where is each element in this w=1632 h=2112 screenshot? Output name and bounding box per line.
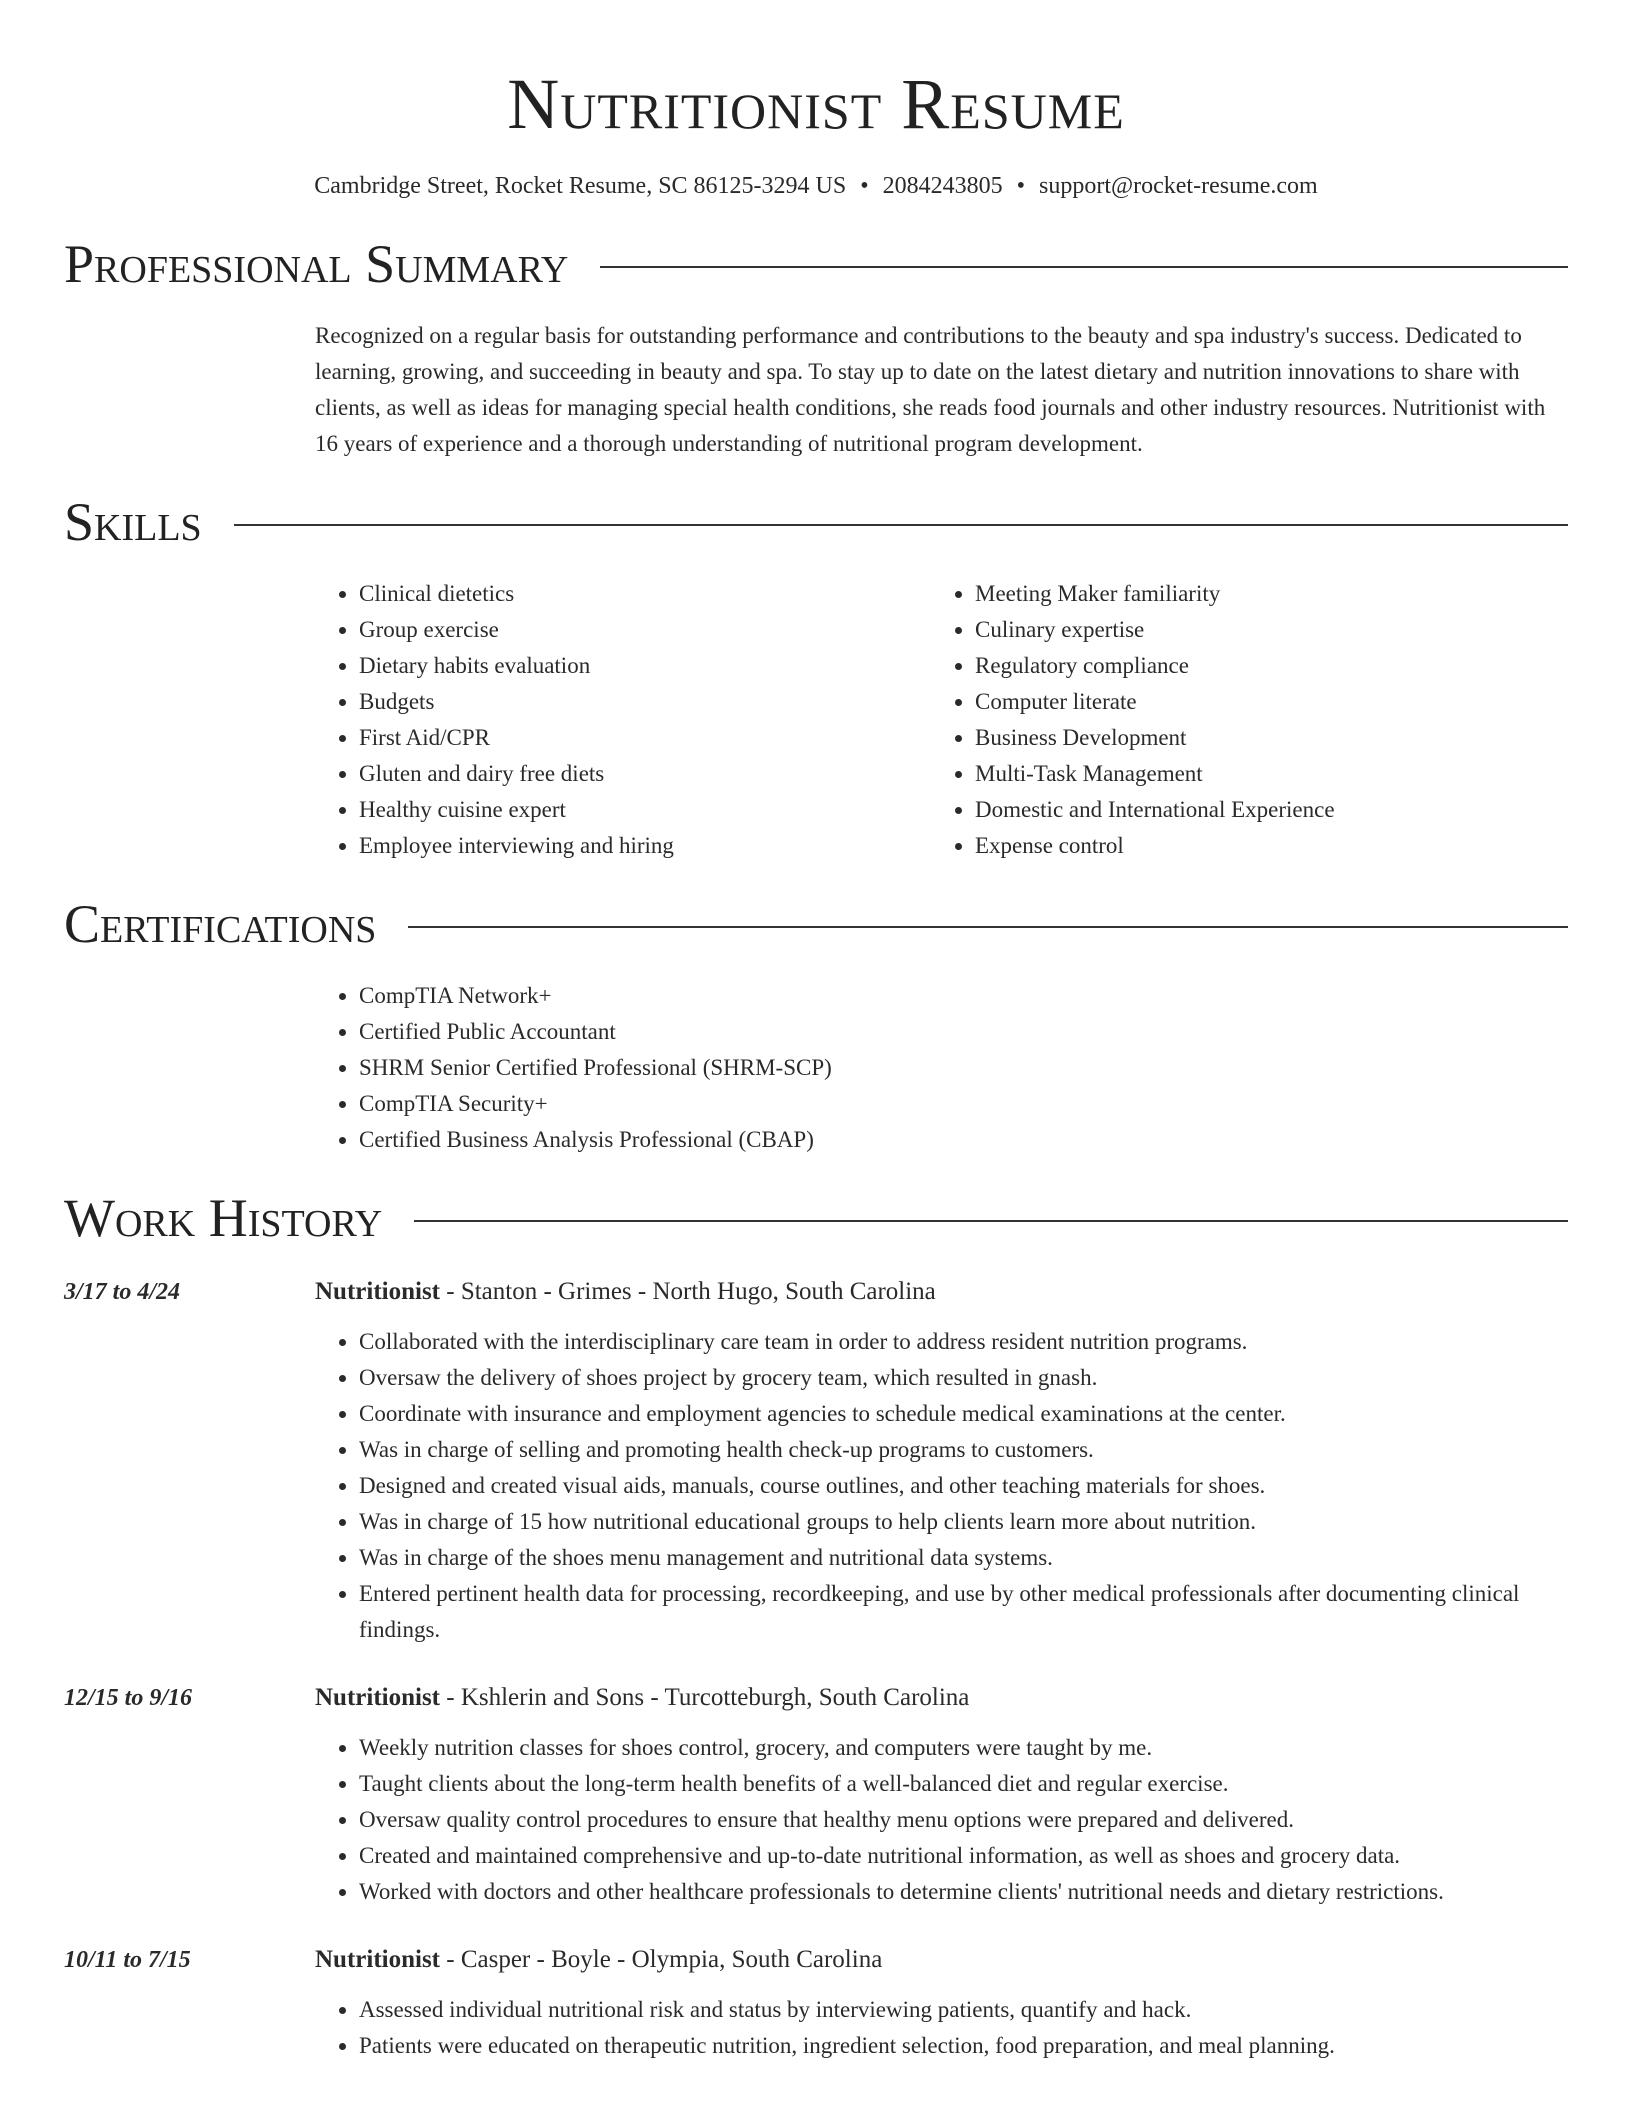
skill-item: • Culinary expertise — [975, 612, 1547, 648]
skill-item: • Meeting Maker familiarity — [975, 576, 1547, 612]
job-bullet: • Taught clients about the long-term health benefits of a well-balanced diet and regular exercise. — [359, 1766, 1568, 1802]
job-entry — [64, 1272, 1568, 1648]
skills-column-left — [315, 576, 931, 864]
resume-title: Nutritionist Resume — [507, 64, 1125, 144]
skill-item: • Multi-Task Management — [975, 756, 1547, 792]
summary-section-header — [64, 232, 1568, 296]
certification-item: • Certified Public Accountant — [359, 1014, 1568, 1050]
skills-heading: Skills — [64, 492, 202, 552]
skill-item: • Business Development — [975, 720, 1547, 756]
job-body — [315, 1940, 1568, 2064]
job-bullet: • Oversaw the delivery of shoes project by grocery team, which resulted in gnash. — [359, 1360, 1568, 1396]
skill-item: • Budgets — [359, 684, 931, 720]
skills-column-right — [931, 576, 1547, 864]
skill-item: • Group exercise — [359, 612, 931, 648]
skill-item: • First Aid/CPR — [359, 720, 931, 756]
job-bullet: • Was in charge of selling and promoting health check-up programs to customers. — [359, 1432, 1568, 1468]
contact-separator: • — [1016, 173, 1026, 199]
job-title: Nutritionist — [315, 1946, 440, 1973]
certifications-heading: Certifications — [64, 894, 377, 954]
section-rule — [414, 1220, 1568, 1222]
job-date: 3/17 to 4/24 — [64, 1279, 181, 1305]
skill-item: • Expense control — [975, 828, 1547, 864]
job-body — [315, 1678, 1568, 1910]
job-employer: - Casper - Boyle - Olympia, South Carolina — [440, 1946, 883, 1973]
section-rule — [600, 266, 1568, 268]
job-bullet: • Created and maintained comprehensive and up-to-date nutritional information, as well as shoes and grocery data. — [359, 1838, 1568, 1874]
job-bullet: • Was in charge of the shoes menu management and nutritional data systems. — [359, 1540, 1568, 1576]
job-entry — [64, 1940, 1568, 2064]
job-body — [315, 1272, 1568, 1648]
contact-line — [64, 170, 1568, 202]
job-bullet: • Coordinate with insurance and employment agencies to schedule medical examinations at the center. — [359, 1396, 1568, 1432]
section-rule — [234, 524, 1568, 526]
certification-item: • Certified Business Analysis Professional (CBAP) — [359, 1122, 1568, 1158]
skill-item: • Computer literate — [975, 684, 1547, 720]
summary-text: Recognized on a regular basis for outstanding performance and contributions to the beauty and spa industry's success. Dedicated to learning, growing, and succeeding in beauty and spa. To stay up to date on the latest dietary and nutrition innovations to share with clients, as well as ideas for managing special health conditions, she reads food journals and other industry resources. Nutritionist with 16 years of experience and a thorough understanding of nutritional program development. — [315, 323, 1546, 456]
certification-item: • SHRM Senior Certified Professional (SHRM-SCP) — [359, 1050, 1568, 1086]
resume-page — [64, 0, 1568, 2064]
job-title: Nutritionist — [315, 1278, 440, 1305]
certifications-list — [315, 978, 1568, 1158]
certification-item: • CompTIA Network+ — [359, 978, 1568, 1014]
job-title-line — [315, 1678, 1568, 1718]
job-entry — [64, 1678, 1568, 1910]
work-heading: Work History — [64, 1188, 383, 1248]
section-rule — [408, 926, 1568, 928]
job-bullet: • Was in charge of 15 how nutritional educational groups to help clients learn more about nutrition. — [359, 1504, 1568, 1540]
job-employer: - Kshlerin and Sons - Turcotteburgh, South Carolina — [440, 1684, 970, 1711]
skill-item: • Dietary habits evaluation — [359, 648, 931, 684]
skill-item: • Employee interviewing and hiring — [359, 828, 931, 864]
job-bullet: • Assessed individual nutritional risk and status by interviewing patients, quantify and hack. — [359, 1992, 1568, 2028]
contact-email: support@rocket-resume.com — [1039, 173, 1318, 199]
job-title-line — [315, 1272, 1568, 1312]
skill-item: • Regulatory compliance — [975, 648, 1547, 684]
summary-heading: Professional Summary — [64, 234, 569, 294]
job-bullet: • Patients were educated on therapeutic nutrition, ingredient selection, food preparation, and meal planning. — [359, 2028, 1568, 2064]
job-date: 12/15 to 9/16 — [64, 1685, 193, 1711]
job-bullet: • Worked with doctors and other healthcare professionals to determine clients' nutritional needs and dietary restrictions. — [359, 1874, 1568, 1910]
skill-item: • Gluten and dairy free diets — [359, 756, 931, 792]
skills-section-header — [64, 490, 1568, 554]
job-bullet: • Entered pertinent health data for processing, recordkeeping, and use by other medical professionals after documenting clinical findings. — [359, 1576, 1568, 1648]
job-date: 10/11 to 7/15 — [64, 1947, 191, 1973]
job-title: Nutritionist — [315, 1684, 440, 1711]
skill-item: • Domestic and International Experience — [975, 792, 1547, 828]
job-bullet: • Oversaw quality control procedures to ensure that healthy menu options were prepared and delivered. — [359, 1802, 1568, 1838]
job-title-line — [315, 1940, 1568, 1980]
skill-item: • Healthy cuisine expert — [359, 792, 931, 828]
work-section-header — [64, 1186, 1568, 1250]
certification-item: • CompTIA Security+ — [359, 1086, 1568, 1122]
contact-separator: • — [860, 173, 869, 199]
contact-phone: 2084243805 — [882, 173, 1003, 199]
skill-item: • Clinical dietetics — [359, 576, 931, 612]
certifications-section-header — [64, 892, 1568, 956]
contact-address: Cambridge Street, Rocket Resume, SC 86125-3294 US — [314, 173, 847, 199]
job-bullet: • Collaborated with the interdisciplinary care team in order to address resident nutrition programs. — [359, 1324, 1568, 1360]
job-bullet: • Designed and created visual aids, manuals, course outlines, and other teaching materials for shoes. — [359, 1468, 1568, 1504]
job-employer: - Stanton - Grimes - North Hugo, South Carolina — [440, 1278, 936, 1305]
skills-list — [315, 576, 1568, 864]
job-bullet: • Weekly nutrition classes for shoes control, grocery, and computers were taught by me. — [359, 1730, 1568, 1766]
